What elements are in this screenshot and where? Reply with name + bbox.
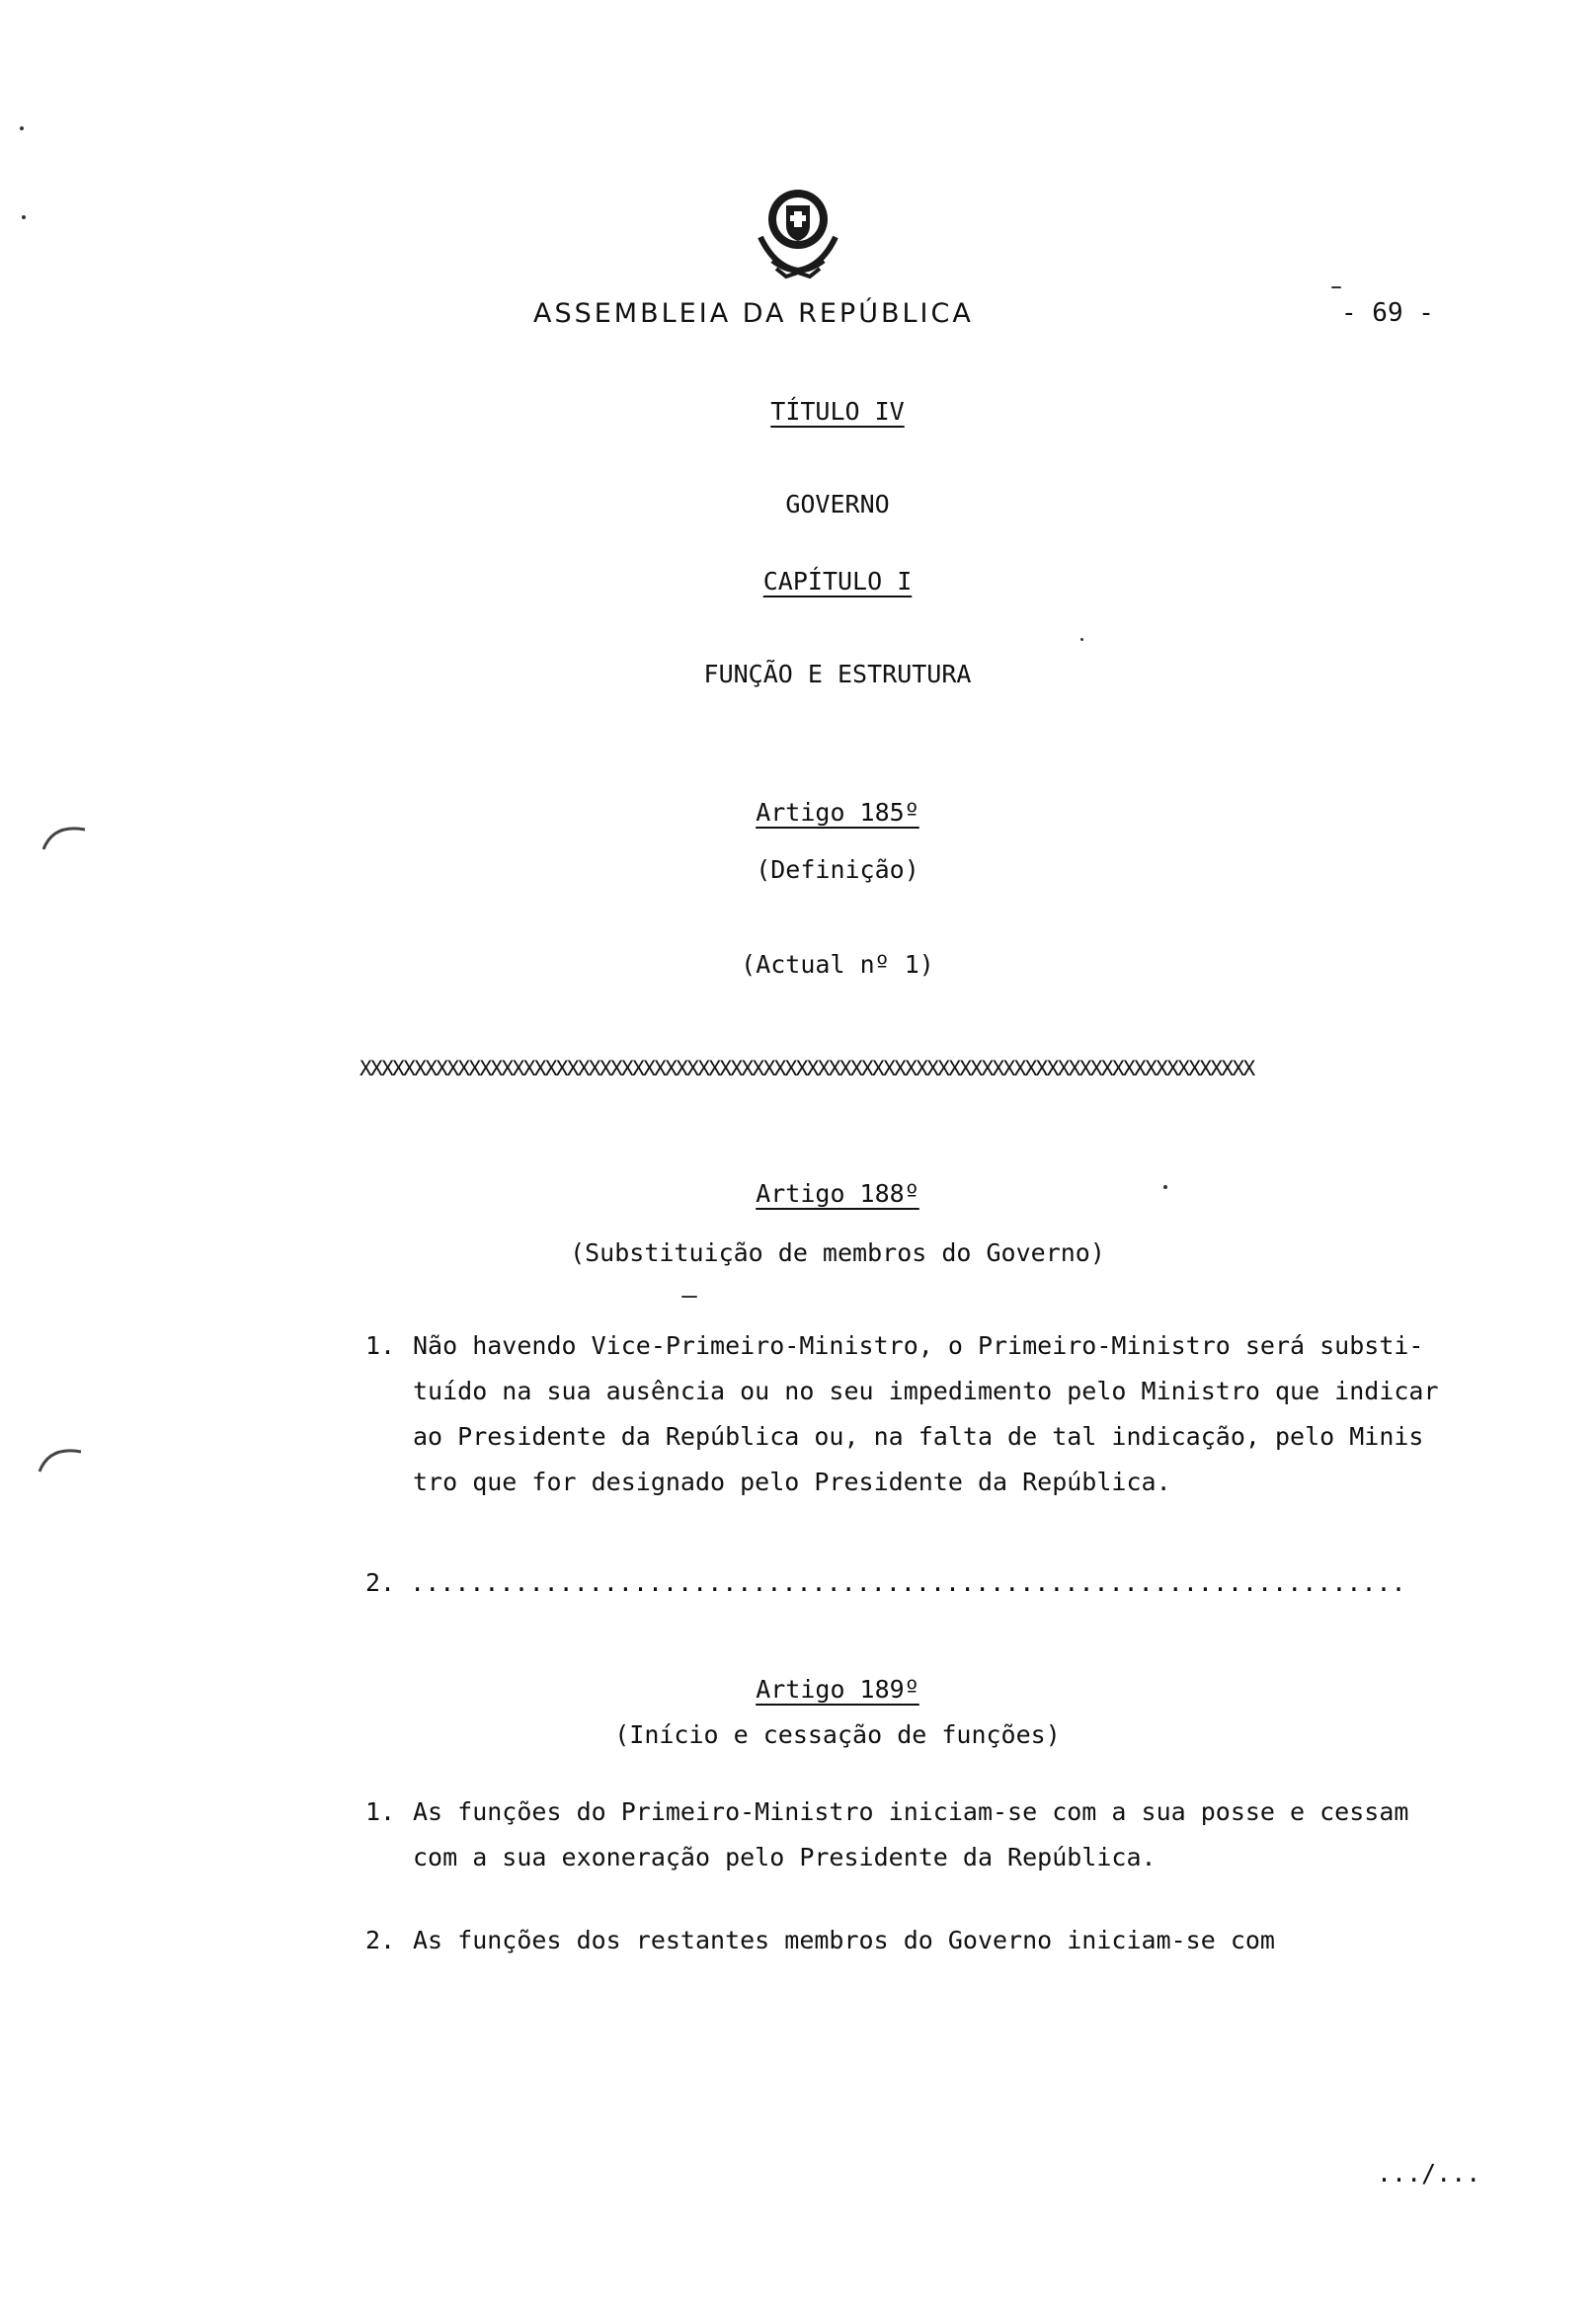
item-number: 1.	[365, 1331, 396, 1360]
article-189-subtitle: (Início e cessação de funções)	[614, 1720, 1061, 1749]
article-189-item-1	[365, 1790, 1491, 1880]
institution-heading: ASSEMBLEIA DA REPÚBLICA	[533, 298, 974, 329]
article-188-subtitle: (Substituição de membros do Governo)	[570, 1238, 1105, 1267]
article-185-subtitle: (Definição)	[756, 855, 919, 884]
article-189-item-2	[365, 1918, 1491, 1963]
article-185-note: (Actual nº 1)	[741, 950, 934, 979]
article-188-item-1	[365, 1323, 1491, 1505]
scan-speck	[20, 126, 24, 130]
scan-mark	[40, 816, 89, 855]
item-text: Não havendo Vice-Primeiro-Ministro, o Primeiro-Ministro será substi- tuído na sua ausência ou no seu impedimento pelo Ministro que indicar ao Presidente da República ou, na falta de tal indicação, pelo Minis tro que for designado pelo Presidente da República.	[413, 1331, 1439, 1496]
scan-mark	[36, 1438, 85, 1477]
scan-speck	[22, 215, 26, 219]
article-185-heading: Artigo 185º	[756, 798, 919, 827]
scan-speck	[681, 1296, 697, 1298]
item-text: As funções do Primeiro-Ministro iniciam-se com a sua posse e cessam com a sua exoneração pelo Presidente da República.	[413, 1797, 1409, 1871]
item-number: 2.	[365, 1568, 396, 1597]
scan-speck	[1163, 1185, 1167, 1189]
scan-speck	[1331, 286, 1341, 288]
struck-separator-line: XXXXXXXXXXXXXXXXXXXXXXXXXXXXXXXXXXXXXXXXXXXXXXXXXXXXXXXXXXXXXXXXXXXXXXXXXXXXXXXXXX	[359, 1057, 1254, 1080]
continuation-marker: .../...	[1377, 2159, 1481, 2188]
capitulo-heading: CAPÍTULO I	[762, 567, 913, 596]
capitulo-name: FUNÇÃO E ESTRUTURA	[703, 660, 972, 688]
titulo-name: GOVERNO	[785, 490, 890, 518]
item-text: As funções dos restantes membros do Governo iniciam-se com	[413, 1926, 1275, 1954]
article-188-heading: Artigo 188º	[756, 1179, 919, 1208]
item-text-elided: ...................................................................	[410, 1568, 1406, 1597]
coat-of-arms-emblem	[751, 178, 845, 286]
scan-speck	[1080, 638, 1083, 641]
article-188-item-2	[365, 1568, 1491, 1597]
page-number: - 69 -	[1341, 298, 1434, 328]
item-number: 1.	[365, 1797, 396, 1826]
item-number: 2.	[365, 1926, 396, 1954]
titulo-heading: TÍTULO IV	[770, 397, 905, 426]
article-189-heading: Artigo 189º	[756, 1675, 919, 1704]
